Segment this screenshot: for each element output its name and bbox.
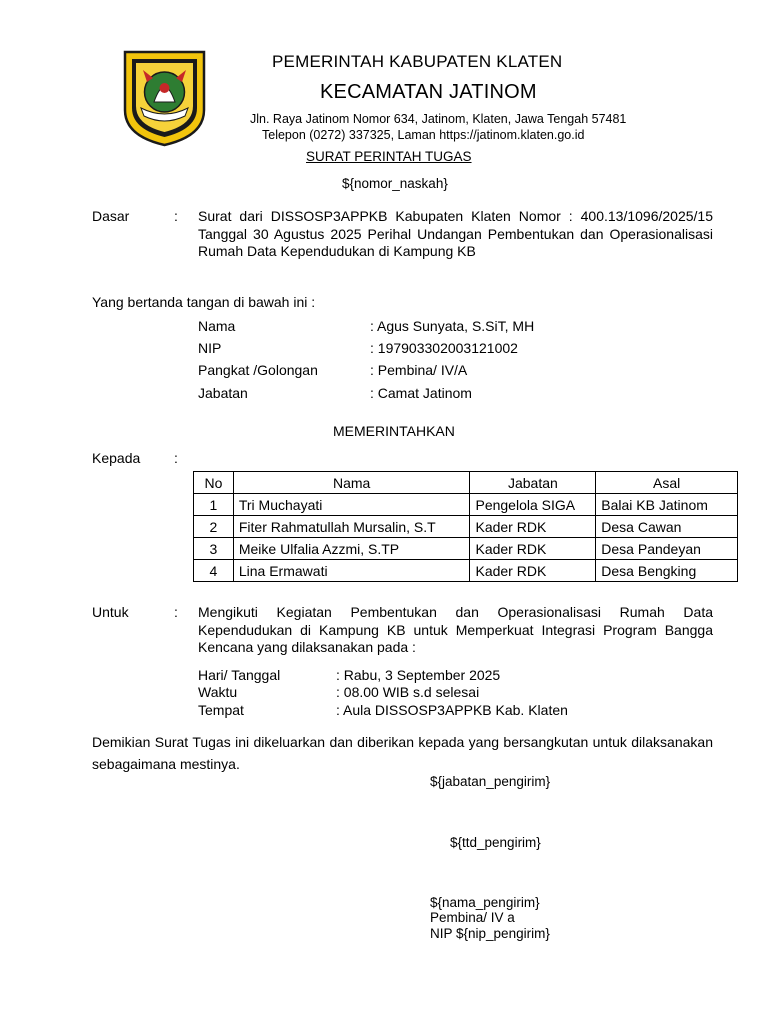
kepada-colon: : (174, 450, 178, 466)
signatory-intro: Yang bertanda tangan di bawah ini : (92, 294, 316, 310)
detail-label-waktu: Waktu (198, 684, 238, 700)
sender-rank: Pembina/ IV a (430, 910, 515, 925)
table-header-row (194, 472, 738, 494)
sender-name: ${nama_pengirim} (430, 895, 540, 910)
letterhead-address: Jln. Raya Jatinom Nomor 634, Jatinom, Klaten, Jawa Tengah 57481 (250, 112, 627, 126)
sender-nip: NIP ${nip_pengirim} (430, 926, 550, 941)
cell-no: 4 (194, 560, 234, 582)
untuk-colon: : (174, 604, 178, 620)
command-heading: MEMERINTAHKAN (333, 423, 455, 439)
cell-nama: Tri Muchayati (233, 494, 470, 516)
kepada-label: Kepada (92, 450, 141, 466)
header-nama: Nama (233, 472, 470, 494)
header-asal: Asal (596, 472, 738, 494)
detail-label-tanggal: Hari/ Tanggal (198, 667, 281, 683)
field-value-nama: : Agus Sunyata, S.SiT, MH (370, 318, 535, 334)
cell-asal: Desa Pandeyan (596, 538, 738, 560)
letterhead-district: KECAMATAN JATINOM (320, 81, 537, 103)
cell-nama: Meike Ulfalia Azzmi, S.TP (233, 538, 470, 560)
letterhead-government: PEMERINTAH KABUPATEN KLATEN (272, 52, 563, 71)
cell-nama: Lina Ermawati (233, 560, 470, 582)
field-value-pangkat: : Pembina/ IV/A (370, 362, 468, 378)
field-label-pangkat: Pangkat /Golongan (198, 362, 318, 378)
untuk-text: Mengikuti Kegiatan Pembentukan dan Operasionalisasi Rumah Data Kependudukan di Kampung KB untuk Memperkuat Integrasi Program Bangga Kencana yang dilaksanakan pada : (198, 604, 713, 655)
field-label-nip: NIP (198, 340, 222, 356)
cell-asal: Desa Bengking (596, 560, 738, 582)
dasar-text: Surat dari DISSOSP3APPKB Kabupaten Klaten Nomor : 400.13/1096/2025/15 Tanggal 30 Agustus 2025 Perihal Undangan Pembentukan dan Operasionalisasi Rumah Data Kependudukan di Kampung KB (198, 208, 713, 259)
detail-value-tempat: : Aula DISSOSP3APPKB Kab. Klaten (336, 702, 568, 718)
table-row (194, 494, 738, 516)
table-row (194, 538, 738, 560)
detail-value-waktu: : 08.00 WIB s.d selesai (336, 684, 480, 700)
field-label-jabatan: Jabatan (198, 385, 248, 401)
field-label-nama: Nama (198, 318, 236, 334)
dasar-label: Dasar (92, 208, 130, 224)
document-title: SURAT PERINTAH TUGAS (306, 149, 472, 164)
cell-asal: Balai KB Jatinom (596, 494, 738, 516)
field-value-jabatan: : Camat Jatinom (370, 385, 472, 401)
table-row (194, 560, 738, 582)
cell-nama: Fiter Rahmatullah Mursalin, S.T (233, 516, 470, 538)
sender-position: ${jabatan_pengirim} (430, 774, 551, 789)
header-no: No (194, 472, 234, 494)
closing-paragraph: Demikian Surat Tugas ini dikeluarkan dan diberikan kepada yang bersangkutan untuk dilaksanakan sebagaimana mestinya. (92, 734, 713, 772)
cell-no: 2 (194, 516, 234, 538)
assignee-table (193, 471, 738, 582)
cell-jabatan: Kader RDK (470, 516, 596, 538)
cell-jabatan: Kader RDK (470, 560, 596, 582)
letterhead-contact: Telepon (0272) 337325, Laman https://jatinom.klaten.go.id (262, 128, 585, 142)
cell-no: 1 (194, 494, 234, 516)
cell-jabatan: Pengelola SIGA (470, 494, 596, 516)
cell-no: 3 (194, 538, 234, 560)
klaten-regency-emblem-icon (121, 48, 208, 148)
field-value-nip: : 197903302003121002 (370, 340, 518, 356)
untuk-label: Untuk (92, 604, 129, 620)
table-row (194, 516, 738, 538)
document-number: ${nomor_naskah} (342, 176, 448, 191)
dasar-colon: : (174, 208, 178, 224)
cell-jabatan: Kader RDK (470, 538, 596, 560)
header-jabatan: Jabatan (470, 472, 596, 494)
sender-signature: ${ttd_pengirim} (450, 835, 541, 850)
detail-value-tanggal: : Rabu, 3 September 2025 (336, 667, 501, 683)
detail-label-tempat: Tempat (198, 702, 244, 718)
cell-asal: Desa Cawan (596, 516, 738, 538)
